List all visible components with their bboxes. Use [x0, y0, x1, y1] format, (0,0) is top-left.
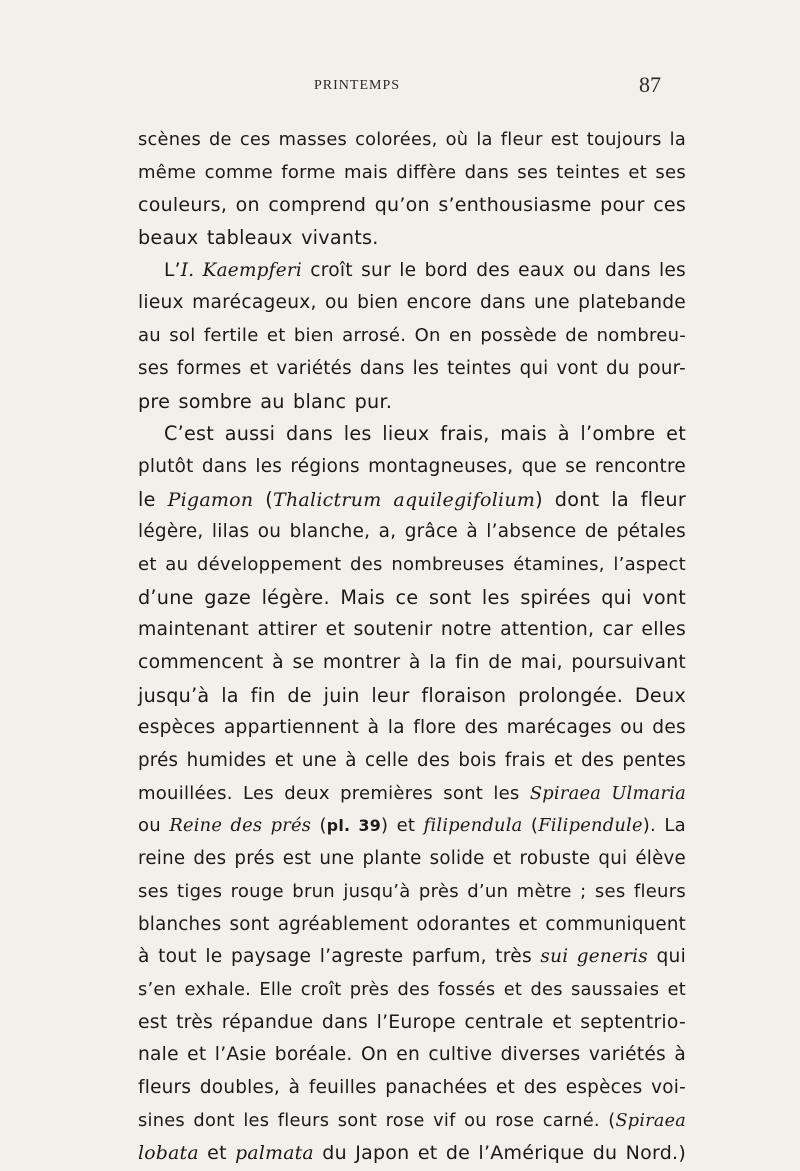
common-name: Filipendule — [538, 815, 643, 837]
text-run: est très répandue dans l’Europe centrale et septentrio- — [138, 1011, 686, 1033]
text-run: nale et l’Asie boréale. On en cultive diverses variétés à — [138, 1044, 686, 1066]
text-run: plutôt dans les régions montagneuses, que se rencontre — [138, 455, 686, 477]
text-run: à tout le paysage l’agreste parfum, très — [138, 946, 541, 968]
text-run: au sol fertile et bien arrosé. On en possède de nombreu- — [138, 325, 686, 347]
text-line-31 — [138, 1105, 686, 1138]
text-run: commencent à se montrer à la fin de mai, poursuivant — [138, 652, 686, 673]
text-run: beaux tableaux vivants. — [138, 226, 379, 250]
text-line-7 — [138, 320, 686, 353]
text-line-20 — [138, 745, 686, 778]
text-run: même comme forme mais diffère dans ses teintes et ses — [138, 161, 686, 183]
text-line-16 — [138, 614, 686, 647]
text-run: ) et — [380, 815, 424, 837]
text-run: s’en exhale. Elle croît près des fossés et des saussaies et — [138, 978, 686, 1000]
text-run: couleurs, on comprend qu’on s’enthousiasme pour ces — [138, 194, 686, 217]
text-line-17 — [138, 647, 686, 680]
text-run: scènes de ces masses colorées, où la fleur est toujours la — [138, 129, 686, 150]
text-run: ). La — [642, 815, 686, 837]
species-name: Spiraea Ulmaria — [529, 782, 686, 804]
text-run: maintenant attirer et soutenir notre attention, car elles — [138, 619, 686, 641]
text-line-14 — [138, 549, 686, 582]
text-line-18 — [138, 680, 686, 713]
text-run: prés humides et une à celle des bois frais et des pentes — [138, 750, 686, 772]
text-line-11 — [138, 451, 686, 484]
latin-phrase: sui generis — [540, 946, 648, 968]
text-line-27 — [138, 974, 686, 1007]
text-line-5 — [138, 255, 686, 288]
text-run: qui — [648, 946, 686, 968]
text-run: et — [198, 1142, 236, 1165]
text-run: ) dont la fleur — [535, 487, 686, 511]
text-run: légère, lilas ou blanche, a, grâce à l’absence de pétales — [138, 521, 686, 543]
text-run: croît sur le bord des eaux ou dans les — [302, 259, 686, 281]
text-line-6 — [138, 287, 686, 320]
text-line-26 — [138, 941, 686, 974]
text-run: C’est aussi dans les lieux frais, mais à l’ombre et — [164, 422, 686, 446]
species-name: Spiraea — [615, 1110, 686, 1131]
common-name: Reine des prés — [169, 815, 312, 837]
text-line-9 — [138, 386, 686, 419]
text-line-1 — [138, 124, 686, 157]
text-line-28 — [138, 1007, 686, 1040]
text-run: sines dont les fleurs sont rose vif ou rose carné. ( — [138, 1109, 616, 1131]
text-line-21 — [138, 778, 686, 811]
text-line-23 — [138, 843, 686, 876]
running-title: PRINTEMPS — [314, 78, 401, 93]
text-run: ses tiges rouge brun jusqu’à près d’un mètre ; ses fleurs — [138, 880, 686, 902]
text-run: reine des prés est une plante solide et robuste qui élève — [138, 848, 686, 870]
text-line-8 — [138, 353, 686, 386]
species-name: filipendula — [423, 815, 523, 837]
text-run: du Japon et de l’Amérique du Nord.) — [313, 1142, 686, 1165]
body-text — [138, 124, 686, 1170]
text-run: fleurs doubles, à feuilles panachées et des espèces voi- — [138, 1076, 686, 1098]
text-line-22 — [138, 810, 686, 843]
text-line-19 — [138, 712, 686, 745]
text-line-13 — [138, 516, 686, 549]
text-run: jusqu’à la fin de juin leur floraison prolongée. Deux — [138, 683, 686, 707]
text-line-12 — [138, 484, 686, 517]
species-name: lobata — [138, 1143, 199, 1165]
text-line-4 — [138, 222, 686, 255]
text-run: ou — [138, 815, 170, 837]
text-run: L’ — [164, 259, 181, 281]
text-run: pre sombre au blanc pur. — [138, 389, 393, 413]
text-line-29 — [138, 1039, 686, 1072]
text-run: ses formes et variétés dans les teintes qui vont du pour- — [138, 357, 686, 379]
text-run: mouillées. Les deux premières sont les — [138, 782, 530, 804]
text-run: blanches sont agréablement odorantes et communiquent — [138, 913, 686, 935]
text-run: d’une gaze légère. Mais ce sont les spirées qui vont — [138, 585, 686, 609]
running-head — [0, 72, 800, 106]
text-line-10 — [138, 418, 686, 451]
text-run: espèces appartiennent à la flore des marécages ou des — [138, 717, 686, 739]
text-line-15 — [138, 582, 686, 615]
text-line-24 — [138, 876, 686, 909]
text-line-30 — [138, 1072, 686, 1105]
text-run: lieux marécageux, ou bien encore dans une platebande — [138, 292, 686, 314]
text-run: ( — [311, 815, 327, 837]
text-run: et au développement des nombreuses étamines, l’aspect — [138, 553, 686, 575]
text-run: le — [138, 487, 168, 511]
text-line-3 — [138, 189, 686, 222]
text-line-2 — [138, 157, 686, 190]
species-name: Thalictrum aquilegifolium — [273, 488, 536, 511]
text-line-32 — [138, 1137, 686, 1170]
species-name: palmata — [235, 1143, 314, 1165]
text-run: ( — [253, 487, 274, 511]
common-name: Pigamon — [167, 488, 254, 511]
species-name: I. Kaempferi — [180, 259, 303, 281]
plate-reference: pl. 39 — [326, 816, 381, 836]
text-run: ( — [522, 815, 539, 837]
page-number: 87 — [639, 72, 661, 97]
text-line-25 — [138, 909, 686, 942]
